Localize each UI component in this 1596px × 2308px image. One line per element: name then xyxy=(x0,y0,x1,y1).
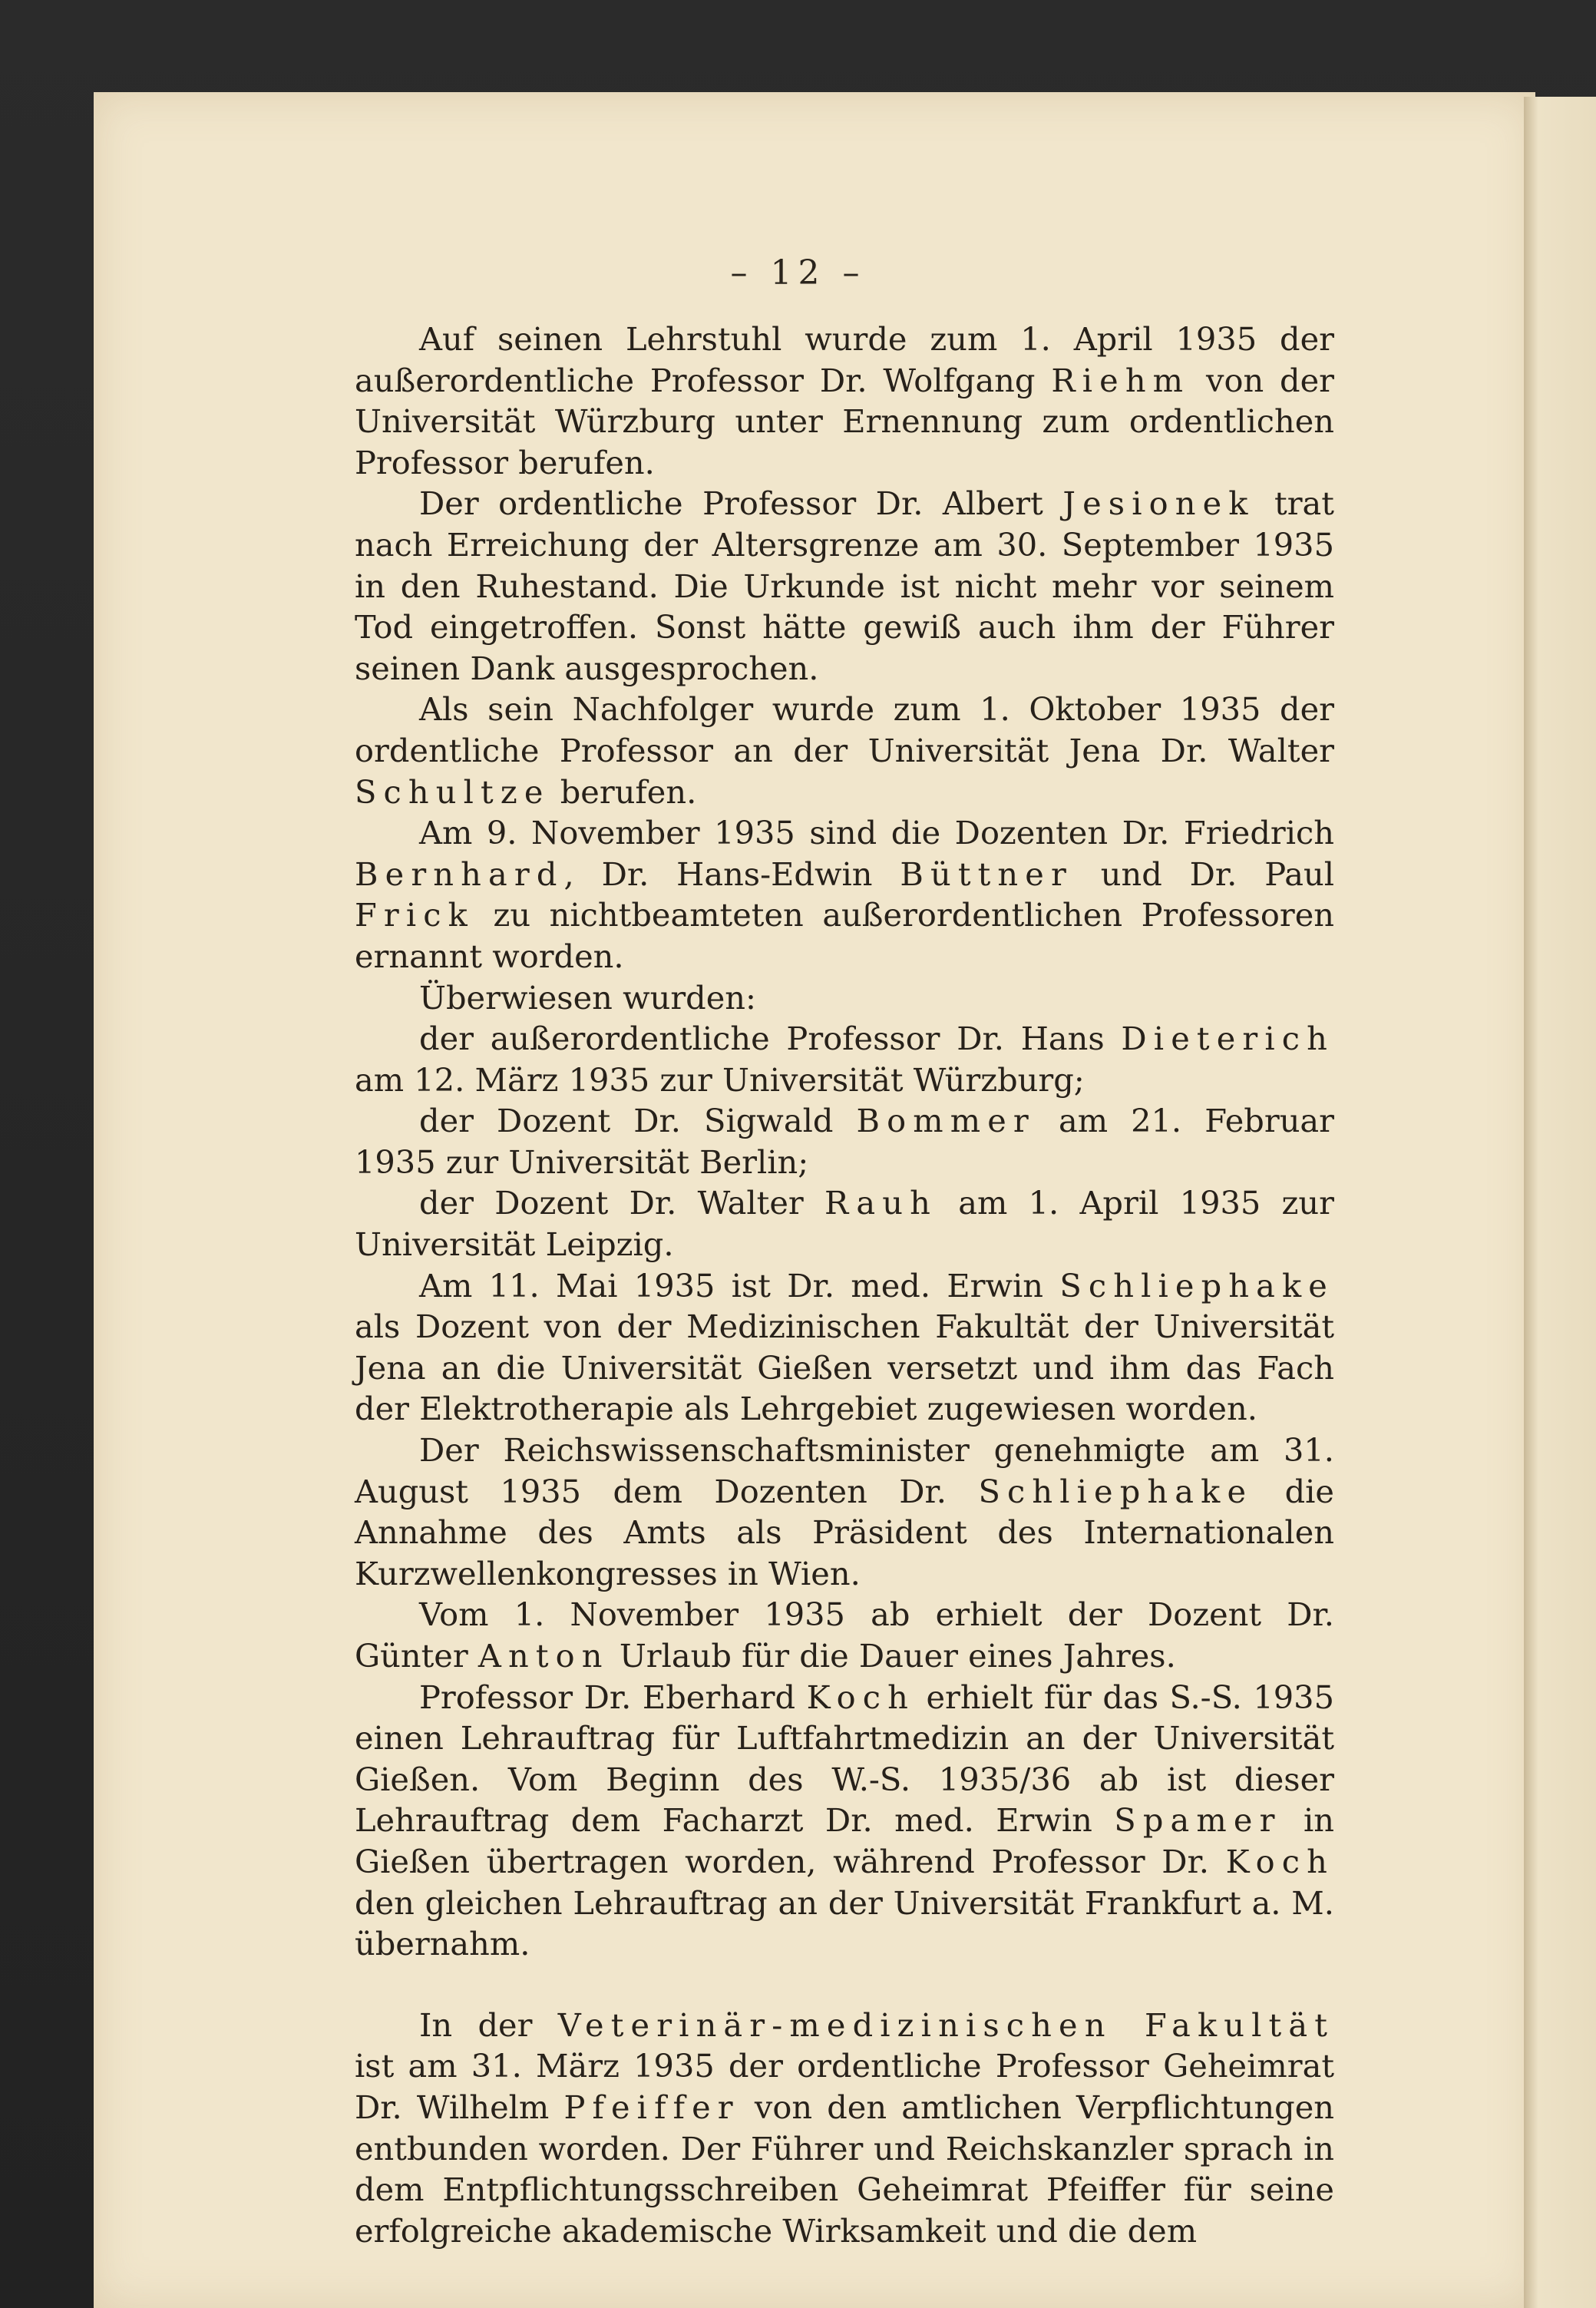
spaced-name: Schultze xyxy=(355,772,550,811)
text-run: am 12. März 1935 zur Universität Würzburg; xyxy=(355,1060,1085,1099)
paragraph xyxy=(355,1018,1334,1100)
spaced-name: Bommer xyxy=(856,1102,1036,1140)
text-run: am 21. Februar 1935 zur Universität Berlin; xyxy=(355,1102,1335,1181)
text-run: ist am 31. März 1935 der ordentliche Professor Geheimrat Dr. Wilhelm xyxy=(355,2047,1334,2126)
spaced-name: Frick xyxy=(355,896,474,934)
text-run: zu nichtbeamteten außerordentlichen Professoren ernannt worden. xyxy=(355,896,1334,975)
text-run: Am 11. Mai 1935 ist Dr. med. Erwin xyxy=(419,1266,1060,1304)
paragraph xyxy=(355,689,1334,812)
spaced-name: Büttner xyxy=(900,855,1073,893)
text-run: als Dozent von der Medizinischen Fakultät der Universität Jena an die Universität Gießen versetzt und ihm das Fach der Elektrotherapie als Lehrgebiet zugewiesen worden. xyxy=(355,1308,1334,1428)
spaced-name: Koch xyxy=(806,1678,915,1716)
spaced-name: Spamer xyxy=(1114,1801,1282,1840)
body-text xyxy=(355,319,1334,2251)
text-run: berufen. xyxy=(550,772,697,811)
text-run: Überwiesen wurden: xyxy=(419,978,756,1017)
text-run: Am 9. November 1935 sind die Dozenten Dr. Friedrich xyxy=(419,814,1334,852)
text-run: die Annahme des Amts als Präsident des Internationalen Kurzwellenkongresses in Wien. xyxy=(355,1472,1334,1592)
spaced-name: Schliephake xyxy=(978,1472,1254,1510)
spaced-name: Dieterich xyxy=(1121,1020,1334,1058)
text-run: den gleichen Lehrauftrag an der Universität Frankfurt a. M. übernahm. xyxy=(355,1883,1334,1963)
text-run: von der Universität Würzburg unter Ernennung zum ordentlichen Professor berufen. xyxy=(355,361,1334,481)
text-run: der Dozent Dr. Walter xyxy=(419,1184,825,1222)
text-run: am 1. April 1935 zur Universität Leipzig. xyxy=(355,1184,1334,1264)
paragraph xyxy=(355,1594,1334,1676)
text-run: Auf seinen Lehrstuhl wurde zum 1. April 1935 der außerordentliche Professor Dr. Wolfgang xyxy=(355,320,1334,399)
text-run: Professor Dr. Eberhard xyxy=(419,1678,807,1716)
text-run: von den amtlichen Verpflichtungen entbunden worden. Der Führer und Reichskanzler sprach in dem Entpflichtungsschreiben Geheimrat Pfeiffer für seine erfolgreiche akademische Wirksamkeit und die dem xyxy=(355,2088,1334,2250)
text-run: der Dozent Dr. Sigwald xyxy=(419,1102,857,1140)
spaced-name: Riehm xyxy=(1051,361,1191,399)
next-page-edge xyxy=(1524,97,1596,2308)
spaced-name: Anton xyxy=(477,1637,610,1675)
spaced-name: Bernhard xyxy=(355,855,564,893)
text-run: erhielt für das S.-S. 1935 einen Lehrauftrag für Luftfahrtmedizin an der Universität Gießen. Vom Beginn des W.-S. 1935/36 ab ist dieser Lehrauftrag dem Facharzt Dr. med. Erwin xyxy=(355,1678,1334,1840)
paragraph xyxy=(355,1430,1334,1594)
text-run: Urlaub für die Dauer eines Jahres. xyxy=(609,1637,1176,1675)
spaced-name: Veterinär-medizinischen Fakultät xyxy=(557,2005,1334,2044)
spaced-name: Koch xyxy=(1225,1842,1334,1880)
spaced-name: Schliephake xyxy=(1059,1266,1334,1304)
text-run: in Gießen übertragen worden, während Professor Dr. xyxy=(355,1801,1334,1880)
text-run: Vom 1. November 1935 ab erhielt der Dozent Dr. Günter xyxy=(355,1595,1334,1675)
text-run: und Dr. Paul xyxy=(1072,855,1334,893)
text-run: Als sein Nachfolger wurde zum 1. Oktober 1935 der ordentliche Professor an der Universität Jena Dr. Walter xyxy=(355,690,1334,769)
spaced-name: Rauh xyxy=(824,1184,937,1222)
paragraph xyxy=(355,483,1334,689)
paragraph xyxy=(355,1677,1334,1965)
text-run: trat nach Erreichung der Altersgrenze am 30. September 1935 in den Ruhestand. Die Urkunde ist nicht mehr vor seinem Tod eingetroffen. Sonst hätte gewiß auch ihm der Führer seinen Dank ausgesprochen. xyxy=(355,484,1334,687)
paragraph xyxy=(355,2005,1334,2252)
text-run: der außerordentliche Professor Dr. Hans xyxy=(419,1020,1122,1058)
spaced-name: Pfeiffer xyxy=(563,2088,740,2126)
page-number: – 12 – xyxy=(730,253,866,293)
section-gap xyxy=(355,1965,1334,2005)
text-run: Der ordentliche Professor Dr. Albert xyxy=(419,484,1063,523)
paragraph xyxy=(355,1265,1334,1430)
paragraph xyxy=(355,1182,1334,1265)
paragraph xyxy=(355,319,1334,483)
paragraph xyxy=(355,977,1334,1019)
spaced-name: Jesionek xyxy=(1062,484,1255,523)
paragraph xyxy=(355,812,1334,977)
text-run: In der xyxy=(419,2005,558,2044)
text-run: Der Reichswissenschaftsminister genehmigte am 31. August 1935 dem Dozenten Dr. xyxy=(355,1431,1334,1510)
paragraph xyxy=(355,1100,1334,1182)
text-run: , Dr. Hans-Edwin xyxy=(563,855,900,893)
